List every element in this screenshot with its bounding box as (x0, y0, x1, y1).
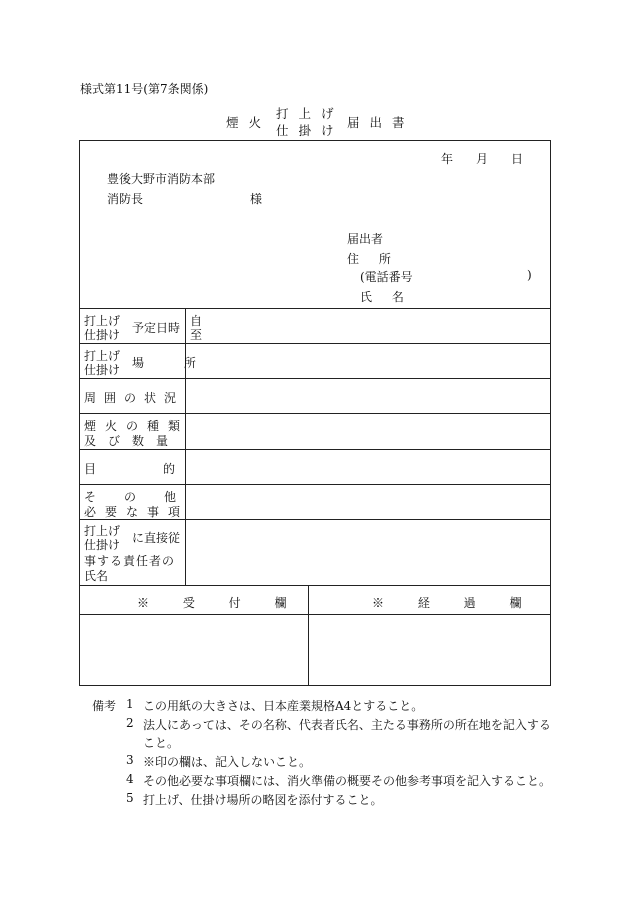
row7-label-line1: 事する責任者の (84, 554, 176, 568)
title-word-notification: 届出書 (347, 115, 415, 130)
row2-label-suffix: 場 所 (132, 356, 214, 370)
row-divider (79, 484, 551, 485)
row7-label-stack-bottom: 仕掛け (84, 538, 121, 552)
title-stack-launch: 打上げ (276, 106, 344, 121)
applicant-label: 届出者 (347, 232, 384, 246)
note-number: 1 (126, 697, 134, 711)
row1-label-stack-bottom: 仕掛け (84, 328, 121, 342)
title-stack-setpiece: 仕掛け (276, 123, 344, 138)
row-divider (79, 614, 551, 615)
title-word-fireworks: 煙火 (226, 115, 272, 130)
addressee-line1: 豊後大野市消防本部 (107, 172, 216, 186)
row1-value-from: 自 (190, 314, 203, 328)
row4-label-line2: 及び数量 (84, 434, 181, 448)
row6-label-line1: その他 (84, 490, 205, 504)
label-column-divider (185, 308, 186, 585)
phone-label: (電話番号 (360, 270, 413, 284)
note-text-continuation: こと。 (143, 736, 180, 750)
addressee-line2: 消防長 (107, 192, 144, 206)
note-text: 法人にあっては、その名称、代表者氏名、主たる事務所の所在地を記入する (143, 718, 551, 732)
row1-label-suffix: 予定日時 (132, 321, 181, 335)
note-text: 打上げ、仕掛け場所の略図を添付すること。 (143, 793, 383, 807)
note-text: その他必要な事項欄には、消火準備の概要その他参考事項を記入すること。 (143, 774, 552, 788)
note-number: 2 (126, 716, 134, 730)
row-divider (79, 585, 551, 586)
note-number: 3 (126, 753, 134, 767)
row7-label-line2: 氏名 (84, 569, 109, 583)
row-divider (79, 308, 551, 309)
notes-heading: 備考 (92, 699, 117, 713)
row1-value-to: 至 (190, 328, 203, 342)
row-divider (79, 378, 551, 379)
row-divider (79, 343, 551, 344)
row5-label: 目的 (84, 462, 243, 476)
row7-label-suffix: に直接従 (132, 531, 181, 545)
note-text: ※印の欄は、記入しないこと。 (143, 755, 312, 769)
date-month-label: 月 (476, 152, 489, 166)
footer-column-divider (308, 585, 309, 686)
row4-label-line1: 煙火の種類 (84, 419, 190, 433)
row3-label: 周囲の状況 (84, 391, 185, 405)
note-number: 4 (126, 772, 134, 786)
row2-label-stack-bottom: 仕掛け (84, 363, 121, 377)
progress-column-header: ※ 経 過 欄 (372, 596, 537, 610)
phone-close: ) (527, 268, 532, 282)
row2-label-stack-top: 打上げ (84, 349, 121, 363)
row-divider (79, 413, 551, 414)
note-text: この用紙の大きさは、日本産業規格A4とすること。 (143, 699, 424, 713)
name-label: 氏 名 (360, 290, 412, 304)
address-label: 住 所 (347, 252, 399, 266)
date-day-label: 日 (511, 152, 524, 166)
honorific: 様 (250, 192, 263, 206)
row7-label-stack-top: 打上げ (84, 524, 121, 538)
date-year-label: 年 (441, 152, 454, 166)
row-divider (79, 449, 551, 450)
row6-label-line2: 必要な事項 (84, 505, 190, 519)
note-number: 5 (126, 791, 134, 805)
row1-label-stack-top: 打上げ (84, 314, 121, 328)
reception-column-header: ※ 受 付 欄 (137, 596, 302, 610)
form-label: 様式第11号(第7条関係) (80, 82, 209, 96)
